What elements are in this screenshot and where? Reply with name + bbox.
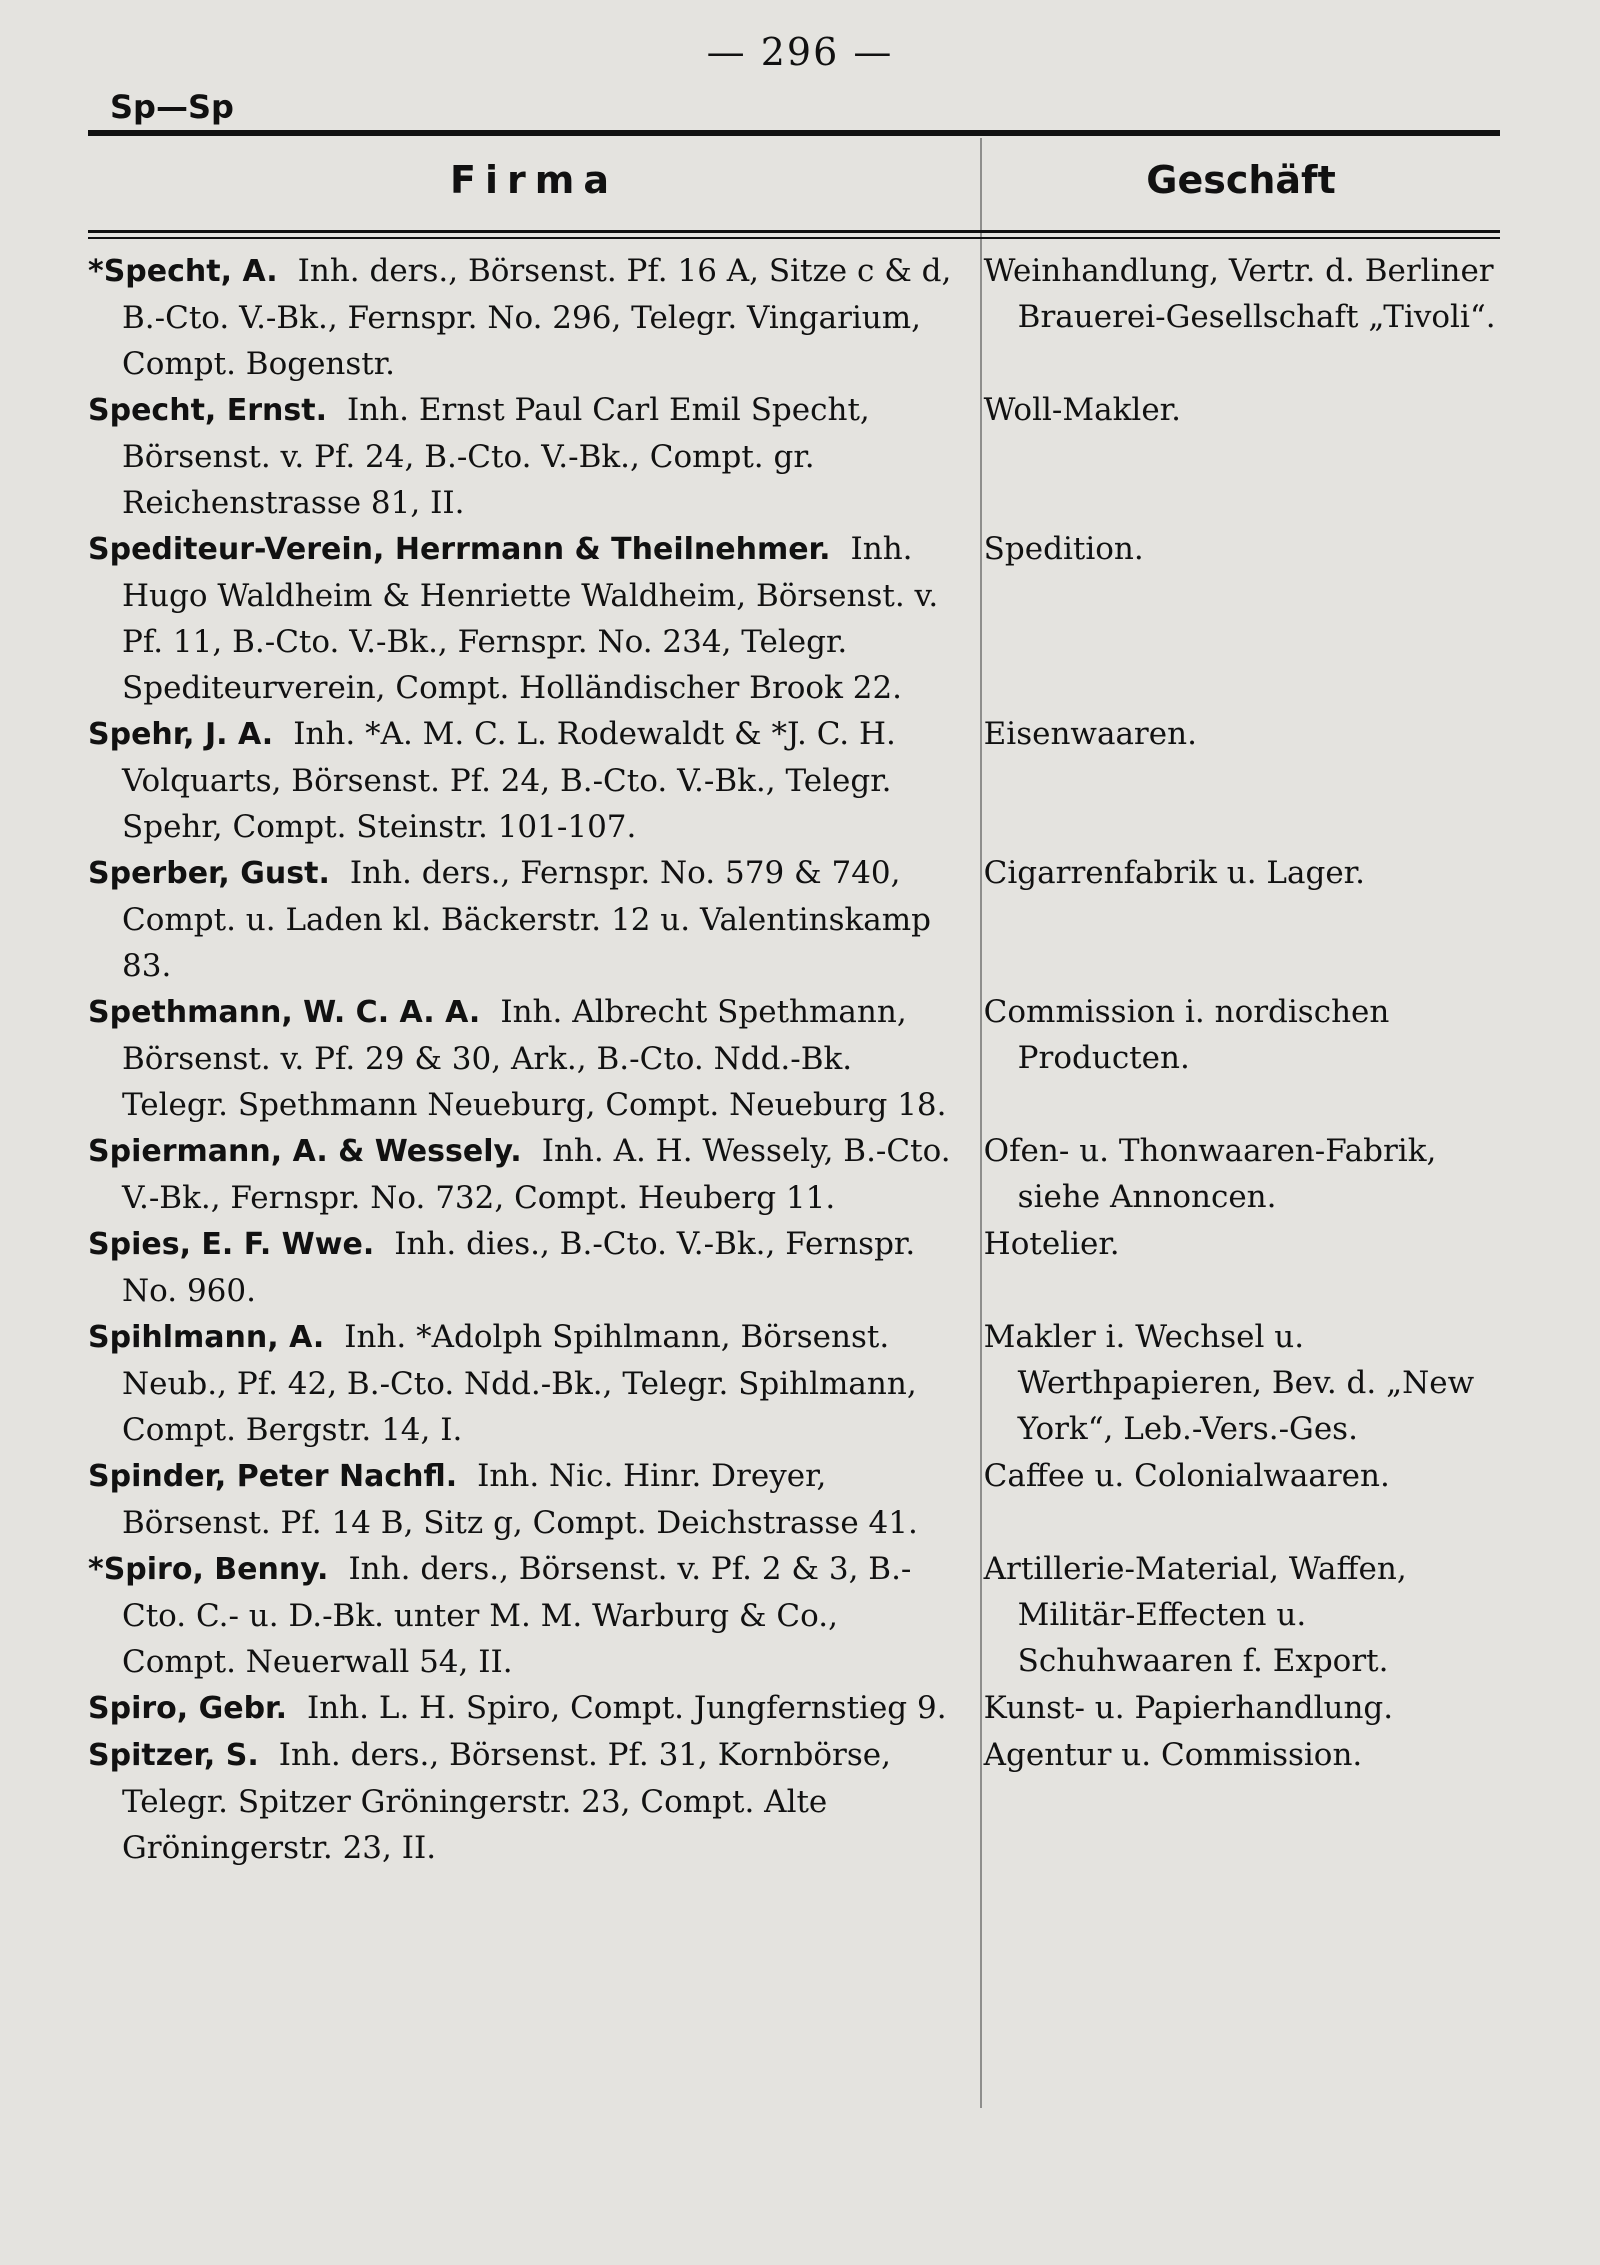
firma-cell	[88, 526, 954, 711]
business-cell: Caffee u. Colonialwaaren.	[983, 1458, 1390, 1494]
list-item	[88, 711, 1500, 850]
business-cell: Woll-Makler.	[983, 392, 1181, 428]
list-item	[88, 989, 1500, 1128]
header-rule	[88, 130, 1500, 136]
list-item	[88, 1453, 1500, 1546]
business-cell: Ofen- u. Thonwaaren-Fabrik, siehe Annoncen.	[983, 1133, 1437, 1215]
business-cell: Commission i. nordischen Producten.	[983, 994, 1390, 1076]
firm-name: Spies, E. F. Wwe.	[88, 1227, 375, 1262]
list-item	[88, 1685, 1500, 1732]
firma-cell	[88, 1732, 954, 1871]
list-item	[88, 1314, 1500, 1453]
list-item	[88, 1546, 1500, 1685]
firma-cell	[88, 989, 954, 1128]
firm-name: Specht, Ernst.	[88, 393, 327, 428]
firma-cell	[88, 1546, 954, 1685]
column-header-firma: Firma	[450, 158, 618, 202]
firm-details: Inh. ders., Börsenst. Pf. 16 A, Sitze c & d, B.-Cto. V.-Bk., Fernspr. No. 296, Telegr. Vingarium, Compt. Bogenstr.	[122, 253, 952, 382]
business-cell: Weinhandlung, Vertr. d. Berliner Brauerei-Gesellschaft „Tivoli“.	[983, 253, 1496, 335]
firm-details: Inh. *A. M. C. L. Rodewaldt & *J. C. H. Volquarts, Börsenst. Pf. 24, B.-Cto. V.-Bk., Telegr. Spehr, Compt. Steinstr. 101-107.	[122, 716, 896, 845]
list-item	[88, 248, 1500, 387]
business-cell: Agentur u. Commission.	[983, 1737, 1363, 1773]
running-head: Sp—Sp	[110, 88, 234, 126]
firm-name: Spethmann, W. C. A. A.	[88, 995, 481, 1030]
firm-details: Inh. A. H. Wessely, B.-Cto. V.-Bk., Fernspr. No. 732, Compt. Heuberg 11.	[122, 1133, 951, 1216]
firma-cell	[88, 1453, 954, 1546]
firma-cell	[88, 387, 954, 526]
business-cell: Artillerie-Material, Waffen, Militär-Effecten u. Schuhwaaren f. Export.	[983, 1551, 1407, 1679]
list-item	[88, 387, 1500, 526]
firm-name: Spiro, Gebr.	[88, 1691, 287, 1726]
header-double-rule-lower	[88, 237, 1500, 239]
firm-name: Spinder, Peter Nachfl.	[88, 1459, 458, 1494]
business-cell: Makler i. Wechsel u. Werthpapieren, Bev. d. „New York“, Leb.-Vers.-Ges.	[983, 1319, 1475, 1447]
list-item	[88, 1221, 1500, 1314]
page-number: — 296 —	[706, 30, 894, 74]
firma-cell	[88, 1314, 954, 1453]
column-header-geschaeft: Geschäft	[1146, 158, 1336, 202]
firm-details: Inh. Albrecht Spethmann, Börsenst. v. Pf. 29 & 30, Ark., B.-Cto. Ndd.-Bk. Telegr. Spethmann Neueburg, Compt. Neueburg 18.	[122, 994, 947, 1123]
business-cell: Cigarrenfabrik u. Lager.	[983, 855, 1365, 891]
list-item	[88, 1128, 1500, 1221]
list-item	[88, 1732, 1500, 1871]
firm-details: Inh. ders., Börsenst. Pf. 31, Kornbörse, Telegr. Spitzer Gröningerstr. 23, Compt. Alte Gröningerstr. 23, II.	[122, 1737, 891, 1866]
firma-cell	[88, 248, 954, 387]
directory-entries	[88, 248, 1500, 1871]
firm-details: Inh. dies., B.-Cto. V.-Bk., Fernspr. No. 960.	[122, 1226, 916, 1309]
list-item	[88, 850, 1500, 989]
firm-details: Inh. ders., Börsenst. v. Pf. 2 & 3, B.-Cto. C.- u. D.-Bk. unter M. M. Warburg & Co., Compt. Neuerwall 54, II.	[122, 1551, 912, 1680]
firm-name: Spitzer, S.	[88, 1738, 259, 1773]
firm-details: Inh. Hugo Waldheim & Henriette Waldheim, Börsenst. v. Pf. 11, B.-Cto. V.-Bk., Fernspr. No. 234, Telegr. Spediteurverein, Compt. Holländischer Brook 22.	[122, 531, 939, 706]
firma-cell	[88, 1221, 954, 1314]
firm-name: Spiermann, A. & Wessely.	[88, 1134, 522, 1169]
firm-name: Spehr, J. A.	[88, 717, 274, 752]
firm-details: Inh. Nic. Hinr. Dreyer, Börsenst. Pf. 14 B, Sitz g, Compt. Deichstrasse 41.	[122, 1458, 918, 1541]
list-item	[88, 526, 1500, 711]
firm-details: Inh. *Adolph Spihlmann, Börsenst. Neub., Pf. 42, B.-Cto. Ndd.-Bk., Telegr. Spihlmann, Compt. Bergstr. 14, I.	[122, 1319, 917, 1448]
firma-cell	[88, 711, 954, 850]
header-double-rule	[88, 230, 1500, 233]
firm-details: Inh. L. H. Spiro, Compt. Jungfernstieg 9.	[306, 1690, 947, 1726]
firm-details: Inh. ders., Fernspr. No. 579 & 740, Compt. u. Laden kl. Bäckerstr. 12 u. Valentinskamp 83.	[122, 855, 931, 984]
firm-details: Inh. Ernst Paul Carl Emil Specht, Börsenst. v. Pf. 24, B.-Cto. V.-Bk., Compt. gr. Reichenstrasse 81, II.	[122, 392, 870, 521]
firm-name: *Spiro, Benny.	[88, 1552, 329, 1587]
firm-name: Spihlmann, A.	[88, 1320, 325, 1355]
firm-name: Sperber, Gust.	[88, 856, 330, 891]
business-cell: Kunst- u. Papierhandlung.	[983, 1690, 1394, 1726]
firma-cell	[88, 850, 954, 989]
firm-name: Spediteur-Verein, Herrmann & Theilnehmer.	[88, 532, 831, 567]
firm-name: *Specht, A.	[88, 254, 278, 289]
firma-cell	[88, 1685, 954, 1732]
business-cell: Spedition.	[983, 531, 1144, 567]
firma-cell	[88, 1128, 954, 1221]
business-cell: Hotelier.	[983, 1226, 1120, 1262]
business-cell: Eisenwaaren.	[983, 716, 1197, 752]
